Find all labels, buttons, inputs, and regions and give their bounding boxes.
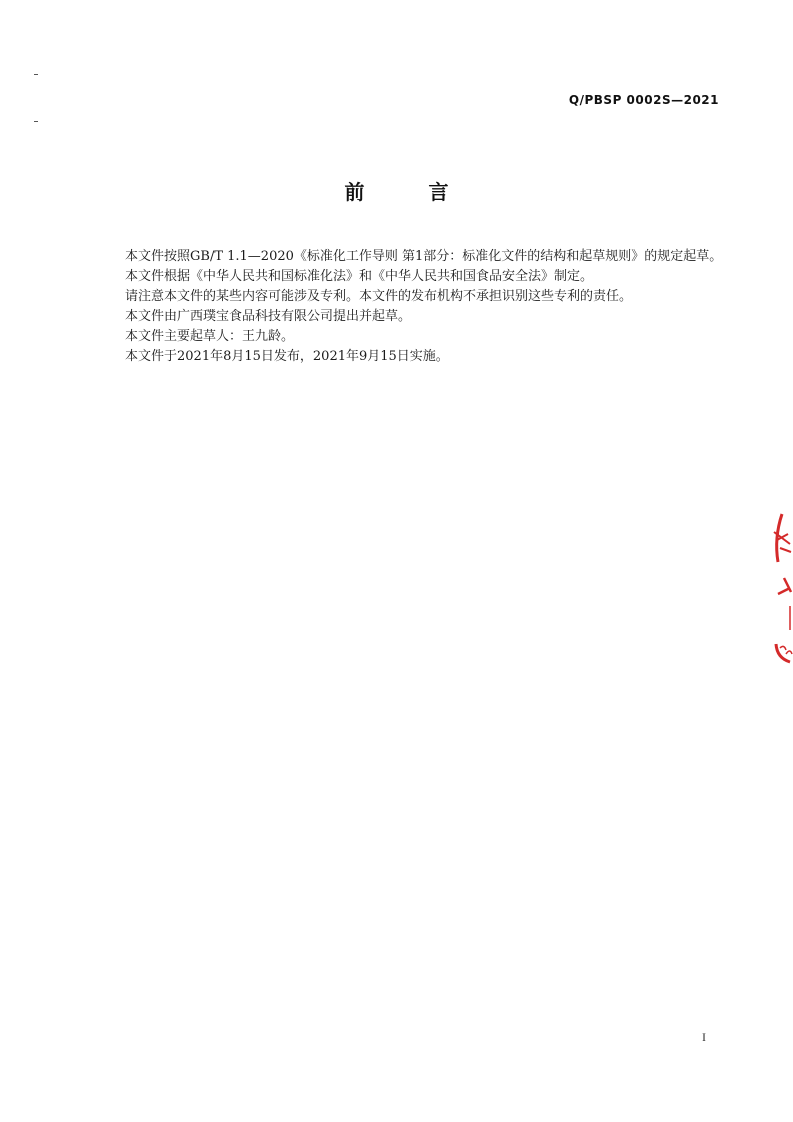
scan-artifact: [34, 74, 38, 75]
paragraph-proposer: 本文件由广西璞宝食品科技有限公司提出并起草。: [125, 309, 412, 324]
page-title: 前 言: [344, 180, 471, 204]
paragraph-drafter: 本文件主要起草人：王九龄。: [125, 329, 295, 344]
paragraph-legal-basis: 本文件根据《中华人民共和国标准化法》和《中华人民共和国食品安全法》制定。: [125, 269, 594, 284]
paragraph-patent-notice: 请注意本文件的某些内容可能涉及专利。本文件的发布机构不承担识别这些专利的责任。: [125, 289, 633, 304]
paragraph-dates: 本文件于2021年8月15日发布，2021年9月15日实施。: [125, 349, 449, 364]
official-seal-fragment: [760, 508, 793, 668]
foreword-body: [99, 247, 723, 367]
standard-code: Q/PBSP 0002S—2021: [568, 93, 719, 107]
scan-artifact: [34, 121, 38, 122]
page-number: I: [702, 1030, 706, 1044]
paragraph-drafting-rules: 本文件按照GB/T 1.1—2020《标准化工作导则 第1部分：标准化文件的结构和起草规则》的规定起草。: [125, 249, 723, 264]
